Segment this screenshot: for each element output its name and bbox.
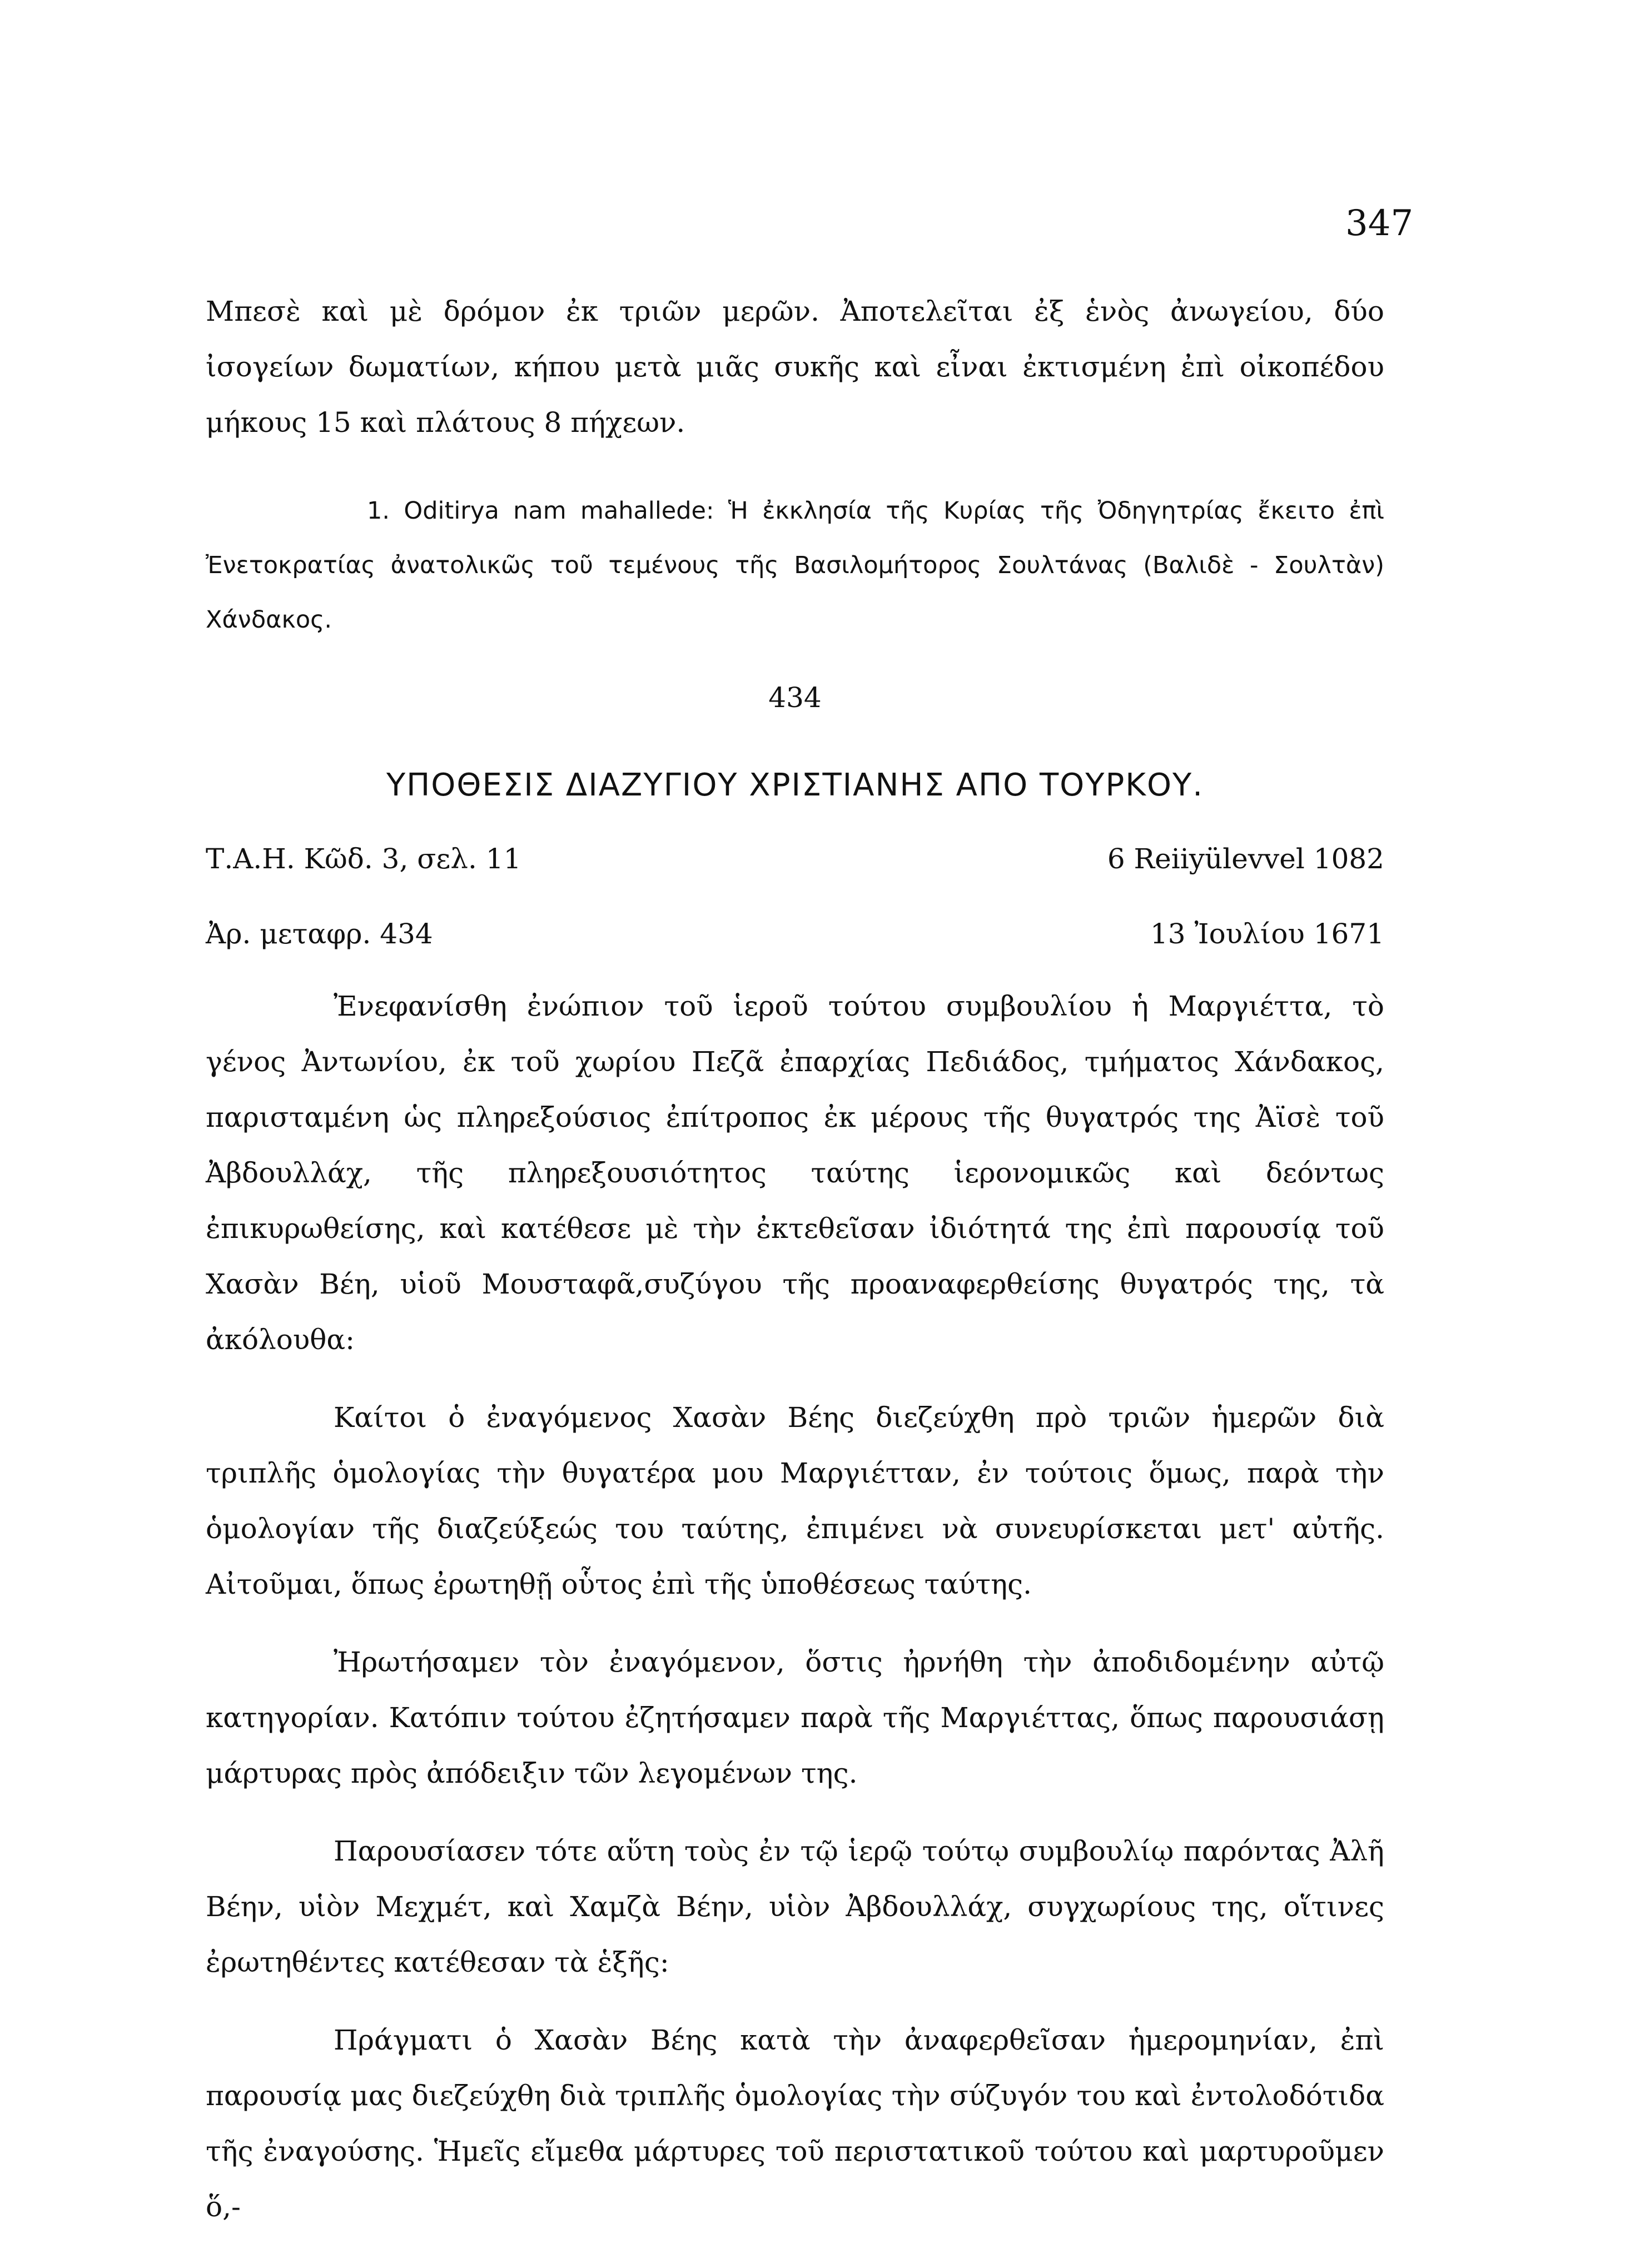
source-reference: Τ.Α.Η. Κῶδ. 3, σελ. 11 bbox=[206, 843, 521, 875]
document-number: 434 bbox=[768, 682, 822, 714]
hijri-date: 6 Reiiyülevvel 1082 bbox=[1107, 843, 1384, 875]
continuation-text: Μπεσὲ καὶ μὲ δρόμον ἐκ τριῶν μερῶν. Ἀποτελεῖται ἐξ ἑνὸς ἀνωγείου, δύο ἰσογείων δωματίων, κήπου μετὰ μιᾶς συκῆς καὶ εἶναι ἐκτισμένη ἐπὶ οἰκοπέδου μήκους 15 καὶ πλάτους 8 πήχεων. bbox=[206, 295, 1384, 439]
document-title: ΥΠΟΘΕΣΙΣ ΔΙΑΖΥΓΙΟΥ ΧΡΙΣΤΙΑΝΗΣ ΑΠΟ ΤΟΥΡΚΟΥ. bbox=[386, 767, 1204, 803]
continuation-paragraph bbox=[206, 284, 1384, 450]
document-body bbox=[206, 978, 1384, 2235]
source-reference-row bbox=[206, 845, 1384, 873]
body-paragraph: Πράγματι ὁ Χασὰν Βέης κατὰ τὴν ἀναφερθεῖσαν ἡμερομηνίαν, ἐπὶ παρουσίᾳ μας διεζεύχθη διὰ τριπλῆς ὁμολογίας τὴν σύζυγόν του καὶ ἐντολοδότιδα τῆς ἐναγούσης. Ἡμεῖς εἴμεθα μάρτυρες τοῦ περιστατικοῦ τούτου καὶ μαρτυροῦμεν ὅ,- bbox=[206, 2024, 1384, 2223]
body-paragraph: Παρουσίασεν τότε αὕτη τοὺς ἐν τῷ ἱερῷ τούτῳ συμβουλίῳ παρόντας Ἀλῆ Βέην, υἱὸν Μεχμέτ, καὶ Χαμζὰ Βέην, υἱὸν Ἀβδουλλάχ, συγχωρίους της, οἵτινες ἐρωτηθέντες κατέθεσαν τὰ ἑξῆς: bbox=[206, 1835, 1384, 1978]
page-number: 347 bbox=[1345, 203, 1414, 244]
body-paragraph: Καίτοι ὁ ἐναγόμενος Χασὰν Βέης διεζεύχθη πρὸ τριῶν ἡμερῶν διὰ τριπλῆς ὁμολογίας τὴν θυγατέρα μου Μαργιέτταν, ἐν τούτοις ὅμως, παρὰ τὴν ὁμολογίαν τῆς διαζεύξεώς του ταύτης, ἐπιμένει νὰ συνευρίσκεται μετ' αὐτῆς. Αἰτοῦμαι, ὅπως ἐρωτηθῇ οὗτος ἐπὶ τῆς ὑποθέσεως ταύτης. bbox=[206, 1401, 1384, 1600]
footnote bbox=[206, 484, 1384, 647]
footnote-text: 1. Oditirya nam mahallede: Ἡ ἐκκλησία τῆς Κυρίας τῆς Ὀδηγητρίας ἔκειτο ἐπὶ Ἐνετοκρατίας ἀνατολικῶς τοῦ τεμένους τῆς Βασιλομήτορος Σουλτάνας (Βαλιδὲ - Σουλτὰν) Χάνδακος. bbox=[206, 497, 1384, 634]
translation-number: Ἀρ. μεταφρ. 434 bbox=[206, 918, 433, 950]
translation-reference-row bbox=[206, 920, 1384, 948]
body-paragraph: Ἐνεφανίσθη ἐνώπιον τοῦ ἱεροῦ τούτου συμβουλίου ἡ Μαργιέττα, τὸ γένος Ἀντωνίου, ἐκ τοῦ χωρίου Πεζᾶ ἐπαρχίας Πεδιάδος, τμήματος Χάνδακος, παρισταμένη ὡς πληρεξούσιος ἐπίτροπος ἐκ μέρους τῆς θυγατρός της Ἀϊσὲ τοῦ Ἀβδουλλάχ, τῆς πληρεξουσιότητος ταύτης ἱερονομικῶς καὶ δεόντως ἐπικυρωθείσης, καὶ κατέθεσε μὲ τὴν ἐκτεθεῖσαν ἰδιότητά της ἐπὶ παρουσίᾳ τοῦ Χασὰν Βέη, υἱοῦ Μουσταφᾶ,συζύγου τῆς προαναφερθείσης θυγατρός της, τὰ ἀκόλουθα: bbox=[206, 990, 1384, 1356]
gregorian-date: 13 Ἰουλίου 1671 bbox=[1150, 918, 1384, 950]
body-paragraph: Ἠρωτήσαμεν τὸν ἐναγόμενον, ὅστις ἠρνήθη τὴν ἀποδιδομένην αὐτῷ κατηγορίαν. Κατόπιν τούτου ἐζητήσαμεν παρὰ τῆς Μαργιέττας, ὅπως παρουσιάσῃ μάρτυρας πρὸς ἀπόδειξιν τῶν λεγομένων της. bbox=[206, 1646, 1384, 1789]
